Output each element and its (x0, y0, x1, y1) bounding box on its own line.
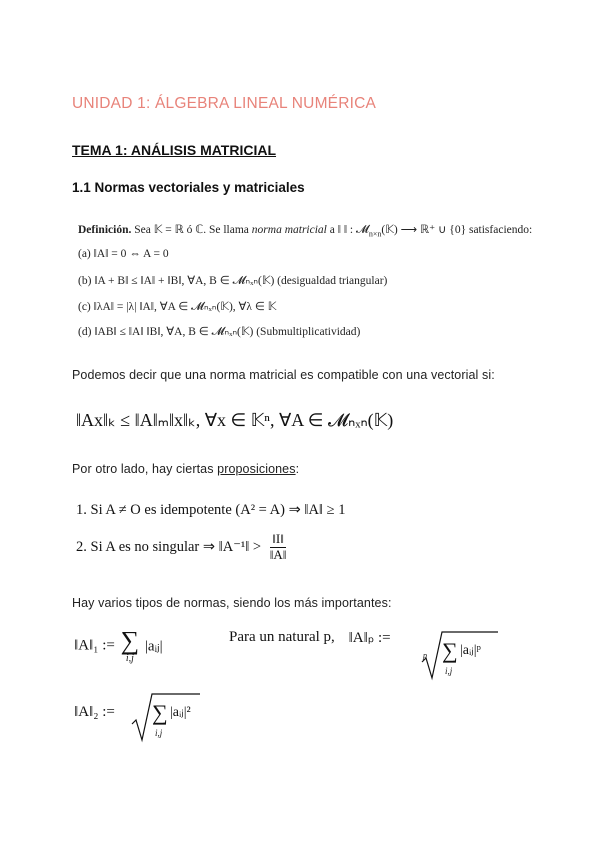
sum-symbol: ∑ (442, 638, 458, 663)
norm-p-rhs: |aᵢⱼ|ᵖ (460, 643, 481, 658)
proposition-2-lead: 2. Si A es no singular ⇒ ‖A⁻¹‖ > (76, 538, 262, 555)
fraction-denominator: ‖A‖ (269, 546, 287, 562)
definition-text-b: a ‖ ‖ : 𝓜 (329, 224, 369, 236)
unit-title: UNIDAD 1: ÁLGEBRA LINEAL NUMÉRICA (72, 95, 377, 112)
definition-item-d: (d) ‖AB‖ ≤ ‖A‖ ‖B‖, ∀A, B ∈ 𝓜ₙₓₙ(𝕂) (Submultiplicatividad) (78, 326, 361, 338)
definition-heading (78, 222, 532, 238)
definition-text-c: (𝕂) ⟶ ℝ⁺ ∪ {0} satisfaciendo: (381, 224, 533, 236)
sum-index: i,j (445, 666, 453, 676)
definition-item-c: (c) ‖λA‖ = |λ| ‖A‖, ∀A ∈ 𝓜ₙₓₙ(𝕂), ∀λ ∈ 𝕂 (78, 301, 277, 313)
propositions-link[interactable]: proposiciones (217, 462, 296, 476)
proposition-2-fraction (268, 532, 289, 563)
norm-p-formula (229, 628, 391, 647)
fraction-numerator: ‖I‖ (272, 531, 284, 546)
propositions-intro-b: : (295, 462, 300, 476)
norm-1-rhs: |aᵢⱼ| (144, 638, 163, 655)
proposition-2 (76, 532, 288, 563)
definition-item-b: (b) ‖A + B‖ ≤ ‖A‖ + ‖B‖, ∀A, B ∈ 𝓜ₙₓₙ(𝕂) (desigualdad triangular) (78, 275, 388, 287)
compatible-text: Podemos decir que una norma matricial es compatible con una vectorial si: (72, 368, 495, 382)
propositions-intro-a: Por otro lado, hay ciertas (72, 462, 218, 476)
sum-symbol: ∑ i,j (120, 626, 140, 664)
sum-index: i,j (155, 728, 163, 738)
sum-index: i,j (125, 653, 134, 664)
root-index: p (423, 651, 427, 660)
norm-2-root (130, 690, 210, 744)
definition-sub: n×n (368, 229, 382, 239)
section-title: 1.1 Normas vectoriales y matriciales (72, 180, 305, 195)
definition-text-a: Sea 𝕂 = ℝ ó ℂ. Se llama (134, 224, 249, 236)
norm-p-lhs: ‖A‖ₚ := (348, 630, 391, 646)
propositions-intro (72, 462, 299, 476)
norm-p-root (420, 628, 500, 682)
compatible-formula: ‖Ax‖ₖ ≤ ‖A‖ₘ‖x‖ₖ, ∀x ∈ 𝕂ⁿ, ∀A ∈ 𝓜ₙₓₙ(𝕂) (76, 410, 394, 430)
norm-p-lead: Para un natural p, (229, 629, 335, 645)
tema-title: TEMA 1: ANÁLISIS MATRICIAL (72, 142, 277, 158)
norm-1-formula (74, 628, 163, 664)
norm-2-rhs: |aᵢⱼ|² (170, 705, 191, 720)
norm-1-lhs: ‖A‖₁ := (74, 637, 115, 654)
definition-term: norma matricial (251, 224, 327, 236)
norm-2-lhs: ‖A‖₂ := (74, 704, 115, 720)
sum-symbol: ∑ (152, 700, 168, 725)
norms-intro: Hay varios tipos de normas, siendo los más importantes: (72, 596, 392, 610)
definition-label: Definición. (78, 224, 132, 236)
proposition-1: 1. Si A ≠ O es idempotente (A² = A) ⇒ ‖A‖ ≥ 1 (76, 502, 346, 518)
definition-item-a: (a) ‖A‖ = 0 ⇔ A = 0 (78, 248, 169, 260)
